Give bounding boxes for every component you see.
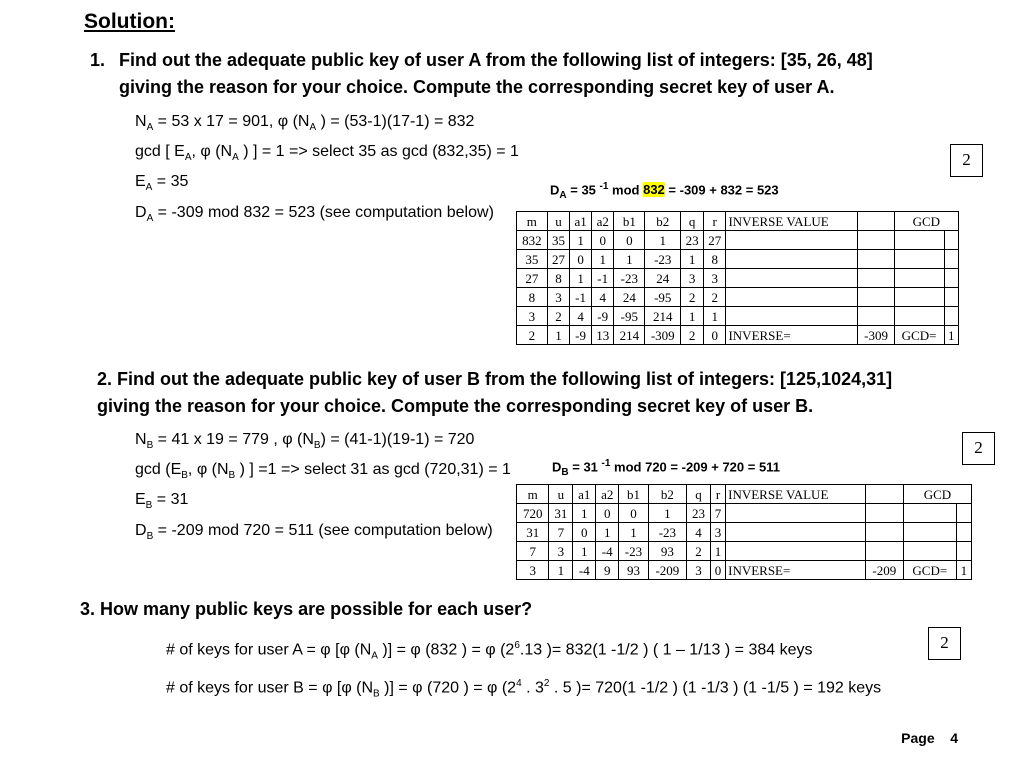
q2-table-cell: 0: [573, 523, 596, 542]
q2-table-cell: -23: [619, 542, 649, 561]
q1-table-cell: 3: [681, 269, 704, 288]
q2-table-cell: [726, 542, 866, 561]
q2-table-cell: 1: [573, 542, 596, 561]
q1-table-cell: [726, 288, 858, 307]
q1-table-cell: [726, 231, 858, 250]
q2-table-header-cell: q: [687, 485, 711, 504]
q2-table-cell: INVERSE=: [726, 561, 866, 580]
q2-table-row: [517, 542, 972, 561]
q1-line2: giving the reason for your choice. Compute the corresponding secret key of user A.: [119, 77, 835, 97]
q1-table-cell: 1: [614, 250, 645, 269]
q1-table-cell: 35: [517, 250, 548, 269]
q2-e-line: $E_B = 31$: [135, 491, 189, 512]
q1-table-cell: INVERSE=: [726, 326, 858, 345]
q1-table-cell: -309: [858, 326, 894, 345]
q1-table-header-cell: [858, 212, 894, 231]
q2-table-cell: 720: [517, 504, 549, 523]
q2-line2: giving the reason for your choice. Compute the corresponding secret key of user B.: [97, 396, 814, 416]
q1-table-cell: 1: [681, 307, 704, 326]
q1-table-header-cell: u: [547, 212, 570, 231]
q2-table-cell: [865, 523, 903, 542]
q1-table-cell: [726, 307, 858, 326]
q1-line1: Find out the adequate public key of user A from the following list of integers: [35, 26, 48]: [119, 50, 873, 70]
q2-table-cell: 31: [549, 504, 573, 523]
q1-question: [119, 47, 873, 101]
q1-table-cell: [944, 288, 959, 307]
q1-table-cell: 35: [547, 231, 570, 250]
q1-table-cell: [894, 288, 944, 307]
q1-table-cell: 1: [547, 326, 570, 345]
q2-table-header-cell: u: [549, 485, 573, 504]
q2-table-cell: 1: [648, 504, 686, 523]
q2-table-cell: 7: [710, 504, 725, 523]
q2-table-cell: -4: [596, 542, 619, 561]
q2-table-cell: 0: [619, 504, 649, 523]
q1-gcd-line: gcd [ $E_A$, φ ($N_A$ ) ] = 1 => select 35 as gcd (832,35) = 1: [135, 143, 519, 164]
q1-table-cell: 0: [703, 326, 726, 345]
q1-table-cell: [726, 269, 858, 288]
q1-table-cell: 2: [517, 326, 548, 345]
q2-table-cell: 4: [687, 523, 711, 542]
q2-table-cell: [726, 504, 866, 523]
q1-table-cell: -309: [645, 326, 681, 345]
q2-table-cell: 0: [596, 504, 619, 523]
q1-table-cell: -23: [645, 250, 681, 269]
q1-table-cell: [858, 307, 894, 326]
q2-table-cell: 1: [619, 523, 649, 542]
q1-table-row: [517, 307, 959, 326]
q1-table-row: [517, 231, 959, 250]
q1-table-cell: 214: [614, 326, 645, 345]
q1-table-cell: -1: [591, 269, 614, 288]
q2-table-cell: [903, 523, 956, 542]
q2-table-row: [517, 561, 972, 580]
q1-table-cell: [858, 288, 894, 307]
q1-highlighted-modulus: 832: [643, 182, 665, 198]
q2-table-cell: 3: [710, 523, 725, 542]
q1-table-cell: 24: [614, 288, 645, 307]
q1-table-header-gcd: GCD: [894, 212, 958, 231]
q2-table-cell: 0: [710, 561, 725, 580]
page-number: 4: [950, 730, 958, 746]
q1-table-cell: 27: [547, 250, 570, 269]
q1-table-cell: 1: [570, 269, 592, 288]
q2-table-cell: [956, 523, 971, 542]
q1-table-cell: [894, 231, 944, 250]
q1-table-cell: 8: [703, 250, 726, 269]
q2-table-cell: 7: [517, 542, 549, 561]
q1-table-cell: 1: [645, 231, 681, 250]
q1-table-cell: 0: [614, 231, 645, 250]
q1-table-cell: -9: [591, 307, 614, 326]
q1-table-header-cell: r: [703, 212, 726, 231]
q2-n-line: $N_B = 41$ x 19 = 779 , φ $(N_B) = (41-1)(19-1) = 720$: [135, 431, 475, 452]
q2-score-box: 2: [962, 432, 995, 465]
q2-table-header-cell: r: [710, 485, 725, 504]
q1-table-cell: 2: [703, 288, 726, 307]
q2-table-cell: GCD=: [903, 561, 956, 580]
q2-table-cell: 1: [549, 561, 573, 580]
q1-table-cell: 214: [645, 307, 681, 326]
q1-table-cell: 3: [703, 269, 726, 288]
q1-table-cell: 1: [944, 326, 959, 345]
q2-table-cell: 1: [956, 561, 971, 580]
q1-table-cell: 0: [591, 231, 614, 250]
q1-table-header-cell: a1: [570, 212, 592, 231]
q1-table-cell: -95: [614, 307, 645, 326]
q1-table-cell: 4: [570, 307, 592, 326]
solution-title: Solution:: [84, 10, 175, 33]
q1-table-cell: [858, 250, 894, 269]
q1-table-cell: [894, 250, 944, 269]
q1-table-cell: 27: [703, 231, 726, 250]
q2-table-cell: [956, 542, 971, 561]
q2-table-cell: 3: [517, 561, 549, 580]
q1-table-cell: [944, 269, 959, 288]
q1-table-cell: 13: [591, 326, 614, 345]
q1-table-row: [517, 250, 959, 269]
q2-calculation: [135, 428, 511, 549]
q1-table-header-cell: a2: [591, 212, 614, 231]
q1-table-cell: 23: [681, 231, 704, 250]
q1-table-cell: 2: [681, 288, 704, 307]
q1-table-header-inverse-value: INVERSE VALUE: [726, 212, 858, 231]
q1-table-cell: 832: [517, 231, 548, 250]
q1-table-cell: 3: [547, 288, 570, 307]
q1-table-cell: 3: [517, 307, 548, 326]
q2-table-cell: 93: [619, 561, 649, 580]
q2-gcd-line: $\gcd (E_B$, φ ($N_B$ ) ] =1 => select 31 as gcd (720,31) = 1: [135, 461, 511, 482]
q2-d-line: $D_B = -209$ mod 720 = 511 (see computation below): [135, 521, 493, 542]
q1-d-line: $D_A = -309$ mod 832 = 523 (see computation below): [135, 203, 494, 224]
q1-n-line: $N_A = 53$ x 17 = 901, φ ($N_A$ ) = (53-1)(17-1) = 832: [135, 113, 475, 134]
q2-table-row: [517, 504, 972, 523]
q1-table-header-cell: m: [517, 212, 548, 231]
q2-table-cell: 2: [687, 542, 711, 561]
q2-table-cell: -209: [865, 561, 903, 580]
q3-question: 3. How many public keys are possible for each user?: [80, 599, 533, 619]
q2-table-cell: 1: [710, 542, 725, 561]
q1-table-cell: [944, 250, 959, 269]
q1-inverse-formula: $D_A = 35$ $^{-1}$ mod 832 = -309 + 832 = 523: [550, 181, 779, 201]
q3-score-box: 2: [928, 627, 961, 660]
q1-table-cell: 1: [703, 307, 726, 326]
q1-table-cell: 1: [570, 231, 592, 250]
q2-table-header-gcd: GCD: [903, 485, 971, 504]
q1-table-row: [517, 269, 959, 288]
q1-table-cell: 8: [517, 288, 548, 307]
q2-question: [97, 366, 892, 420]
q1-table-header-cell: b1: [614, 212, 645, 231]
q1-table-cell: -1: [570, 288, 592, 307]
q1-table-cell: 24: [645, 269, 681, 288]
q1-table-cell: GCD=: [894, 326, 944, 345]
q2-table-cell: 3: [549, 542, 573, 561]
q2-table-header-cell: [865, 485, 903, 504]
q1-euclid-table: [516, 211, 959, 345]
q2-table-cell: -23: [648, 523, 686, 542]
q2-table-cell: 1: [573, 504, 596, 523]
q2-table-header-cell: b1: [619, 485, 649, 504]
q1-table-cell: 1: [681, 250, 704, 269]
q1-table-cell: 2: [547, 307, 570, 326]
q2-table-cell: [865, 542, 903, 561]
q2-table-cell: -209: [648, 561, 686, 580]
q2-line1: 2. Find out the adequate public key of user B from the following list of integers: [125,1024,31]: [97, 369, 893, 389]
q2-table-cell: 31: [517, 523, 549, 542]
q2-inverse-formula: $D_B = 31$ $^{-1}$ mod 720 = -209 + 720 = 511: [552, 458, 780, 478]
q2-table-header-inverse-value: INVERSE VALUE: [726, 485, 866, 504]
q1-e-line: $E_A = 35$: [135, 173, 189, 194]
q1-table-cell: -9: [570, 326, 592, 345]
q2-table-cell: -4: [573, 561, 596, 580]
q2-table-header-cell: a1: [573, 485, 596, 504]
q1-table-row: [517, 288, 959, 307]
q1-table-cell: [944, 307, 959, 326]
q1-table-cell: 4: [591, 288, 614, 307]
q2-table-header-cell: m: [517, 485, 549, 504]
q1-table-cell: 8: [547, 269, 570, 288]
q2-table-cell: 3: [687, 561, 711, 580]
q2-table-cell: 93: [648, 542, 686, 561]
q1-score-box: 2: [950, 144, 983, 177]
q2-table-cell: [903, 542, 956, 561]
page-footer: [901, 730, 958, 746]
q1-table-cell: [858, 269, 894, 288]
q1-table-cell: 27: [517, 269, 548, 288]
q1-table-cell: [726, 250, 858, 269]
q2-table-cell: 9: [596, 561, 619, 580]
page-label: Page: [901, 730, 935, 746]
q2-table-cell: 7: [549, 523, 573, 542]
q3-user-b-keys: # of keys for user B = φ [φ ($N_B$ )] = φ (720 ) = φ ($2^4$ . $3^2$ . 5 )= 720(1 -1/2 ) (1 -1/3 ) (1 -1/5 ) = 192 keys: [166, 677, 882, 700]
q2-table-row: [517, 523, 972, 542]
q1-table-cell: [944, 231, 959, 250]
q1-calculation: [135, 110, 519, 231]
q1-table-cell: [894, 269, 944, 288]
q2-table-cell: 23: [687, 504, 711, 523]
q2-table-header-cell: b2: [648, 485, 686, 504]
q1-table-cell: [894, 307, 944, 326]
q2-table-header-row: [517, 485, 972, 504]
q1-table-cell: 1: [591, 250, 614, 269]
q1-table-row: [517, 326, 959, 345]
q2-table-cell: [865, 504, 903, 523]
q2-table-cell: [726, 523, 866, 542]
q3-user-a-keys: # of keys for user A = φ [φ ($N_A$ )] = φ (832 ) = φ ($2^6.13$ )= 832(1 -1/2 ) ( 1 – 1/13 ) = 384 keys: [166, 640, 813, 662]
q1-number: 1.: [90, 50, 106, 70]
q1-table-cell: 2: [681, 326, 704, 345]
q1-table-header-cell: b2: [645, 212, 681, 231]
q1-table-cell: 0: [570, 250, 592, 269]
q1-table-cell: [858, 231, 894, 250]
q1-table-header-cell: q: [681, 212, 704, 231]
q1-table-cell: -23: [614, 269, 645, 288]
q2-table-header-cell: a2: [596, 485, 619, 504]
q1-table-header-row: [517, 212, 959, 231]
q1-table-cell: -95: [645, 288, 681, 307]
q2-table-cell: 1: [596, 523, 619, 542]
q2-table-cell: [903, 504, 956, 523]
q3-answers: [166, 632, 881, 707]
q2-table-cell: [956, 504, 971, 523]
q2-euclid-table: [516, 484, 972, 580]
